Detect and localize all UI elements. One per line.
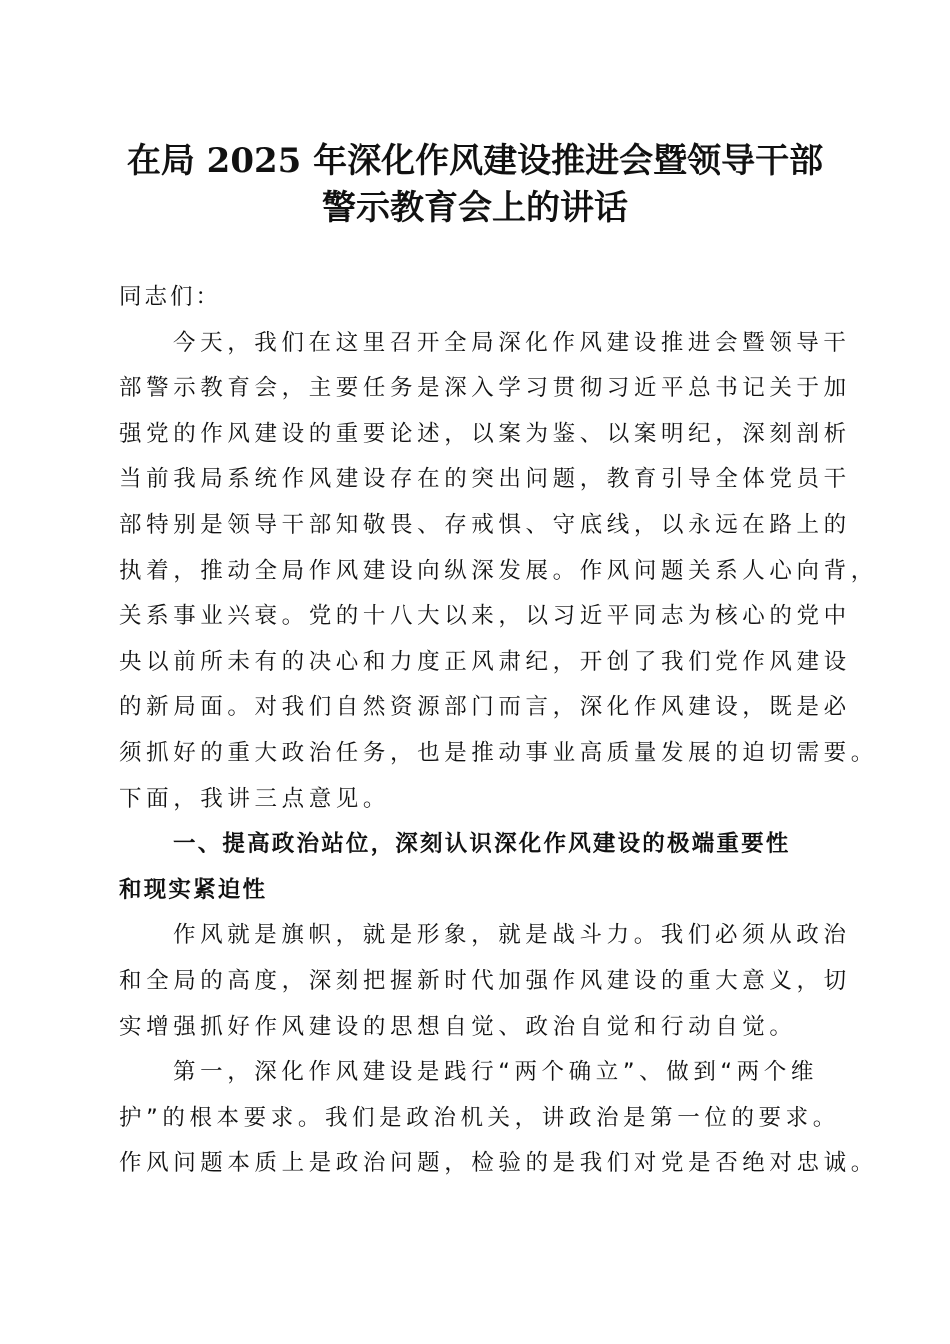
paragraph-line: 作风就是旗帜，就是形象，就是战斗力。我们必须从政治 [173,922,851,949]
title-line-2: 警示教育会上的讲话 [322,188,628,228]
paragraph-line: 部警示教育会，主要任务是深入学习贯彻习近平总书记关于加 [119,375,851,402]
paragraph-line: 当前我局系统作风建设存在的突出问题，教育引导全体党员干 [119,466,851,493]
salutation: 同志们： [119,284,222,310]
section-heading-1 [119,822,835,913]
paragraph-line: 下面，我讲三点意见。 [119,785,391,812]
paragraph-line: 第一，深化作风建设是践行“两个确立”、做到“两个维 [173,1059,818,1086]
paragraph-line: 作风问题本质上是政治问题，检验的是我们对党是否绝对忠诚。 [119,1150,878,1177]
paragraph-line: 今天，我们在这里召开全局深化作风建设推进会暨领导干 [173,329,851,356]
document-title [60,138,890,232]
heading-line: 一、提高政治站位，深刻认识深化作风建设的极端重要性 [173,831,791,858]
paragraph-3 [119,1050,878,1187]
heading-line: 和现实紧迫性 [119,876,268,903]
paragraph-line: 央以前所未有的决心和力度正风肃纪，开创了我们党作风建设 [119,648,851,675]
paragraph-line: 执着，推动全局作风建设向纵深发展。作风问题关系人心向背， [119,557,878,584]
paragraph-line: 须抓好的重大政治任务，也是推动事业高质量发展的迫切需要。 [119,739,878,766]
document-body [119,275,878,1187]
paragraph-line: 的新局面。对我们自然资源部门而言，深化作风建设，既是必 [119,694,851,721]
title-line-1: 在局 2025 年深化作风建设推进会暨领导干部 [126,141,824,181]
paragraph-line: 部特别是领导干部知敬畏、存戒惧、守底线，以永远在路上的 [119,511,851,538]
paragraph-line: 实增强抓好作风建设的思想自觉、政治自觉和行动自觉。 [119,1013,797,1040]
paragraph-2 [119,913,851,1050]
paragraph-1 [119,321,878,823]
paragraph-line: 关系事业兴衰。党的十八大以来，以习近平同志为核心的党中 [119,603,851,630]
paragraph-line: 护”的根本要求。我们是政治机关，讲政治是第一位的要求。 [119,1104,840,1131]
paragraph-line: 和全局的高度，深刻把握新时代加强作风建设的重大意义，切 [119,967,851,994]
paragraph-line: 强党的作风建设的重要论述，以案为鉴、以案明纪，深刻剖析 [119,420,851,447]
